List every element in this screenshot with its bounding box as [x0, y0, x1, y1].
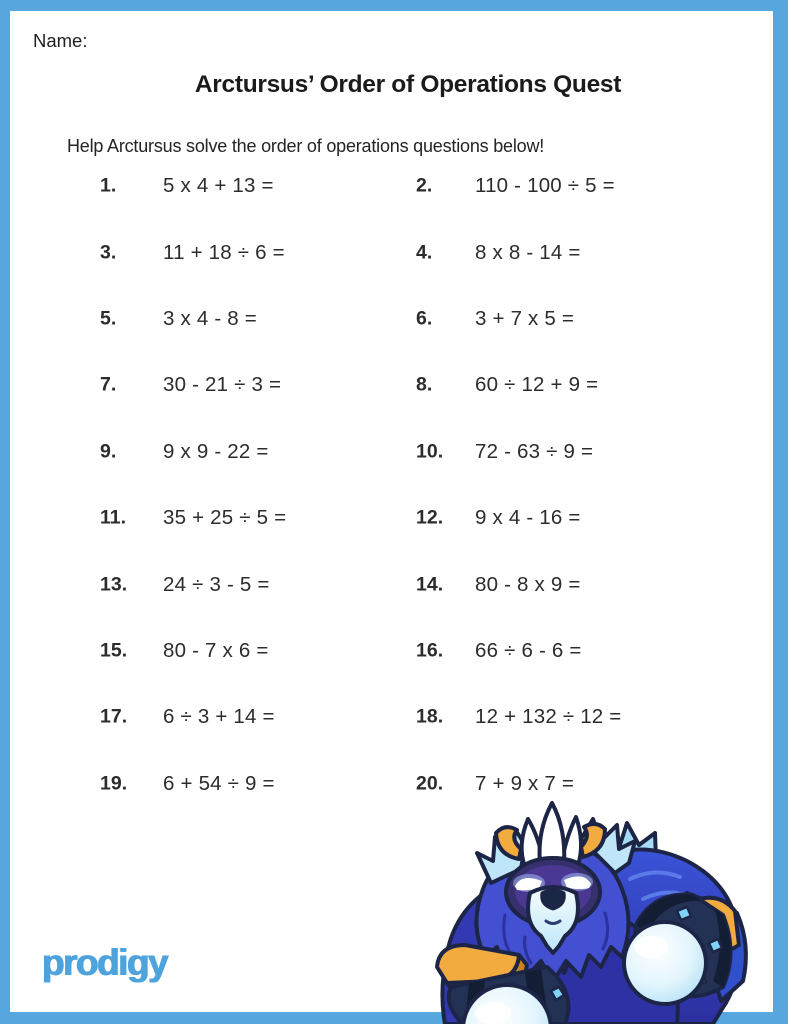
question-expression: 5 x 4 + 13 =	[163, 174, 274, 198]
question-number: 2.	[416, 174, 433, 197]
question-row	[0, 352, 791, 418]
question-expression: 24 ÷ 3 - 5 =	[163, 572, 270, 596]
question-row	[0, 618, 791, 684]
question-number: 12.	[416, 506, 444, 529]
question-expression: 6 + 54 ÷ 9 =	[163, 771, 275, 795]
question-number: 3.	[100, 241, 117, 264]
name-label: Name:	[33, 30, 88, 51]
question-number: 6.	[416, 307, 433, 330]
question-expression: 30 - 21 ÷ 3 =	[163, 373, 282, 397]
question-number: 17.	[100, 705, 128, 728]
arctursus-character-illustration	[425, 795, 791, 1024]
question-expression: 35 + 25 ÷ 5 =	[163, 506, 287, 530]
question-number: 20.	[416, 772, 444, 795]
question-expression: 11 + 18 ÷ 6 =	[163, 240, 285, 264]
question-expression: 66 ÷ 6 - 6 =	[475, 638, 582, 662]
question-expression: 12 + 132 ÷ 12 =	[475, 705, 622, 729]
question-number: 1.	[100, 174, 117, 197]
question-number: 16.	[416, 639, 444, 662]
question-row	[0, 485, 791, 551]
question-expression: 9 x 4 - 16 =	[475, 506, 581, 530]
question-expression: 72 - 63 ÷ 9 =	[475, 439, 594, 463]
question-row	[0, 419, 791, 485]
question-expression: 80 - 7 x 6 =	[163, 638, 269, 662]
prodigy-logo: prodigy	[42, 942, 168, 983]
question-expression: 3 + 7 x 5 =	[475, 306, 575, 330]
question-number: 4.	[416, 241, 433, 264]
question-row	[0, 153, 791, 219]
question-expression: 3 x 4 - 8 =	[163, 306, 257, 330]
question-number: 18.	[416, 705, 444, 728]
question-expression: 80 - 8 x 9 =	[475, 572, 581, 596]
question-number: 8.	[416, 373, 433, 396]
instruction-text: Help Arctursus solve the order of operations questions below!	[67, 136, 545, 156]
question-number: 11.	[100, 506, 127, 529]
question-expression: 8 x 8 - 14 =	[475, 240, 581, 264]
question-row	[0, 551, 791, 617]
page-title: Arctursus’ Order of Operations Quest	[194, 71, 622, 98]
question-expression: 110 - 100 ÷ 5 =	[475, 174, 615, 198]
question-number: 10.	[416, 440, 444, 463]
question-row	[0, 684, 791, 750]
question-number: 14.	[416, 573, 444, 596]
question-expression: 6 ÷ 3 + 14 =	[163, 705, 275, 729]
question-expression: 7 + 9 x 7 =	[475, 771, 575, 795]
questions-list	[0, 153, 791, 817]
question-number: 19.	[100, 772, 128, 795]
question-number: 5.	[100, 307, 117, 330]
question-row	[0, 286, 791, 352]
question-number: 13.	[100, 573, 128, 596]
question-expression: 9 x 9 - 22 =	[163, 439, 269, 463]
question-number: 15.	[100, 639, 128, 662]
question-row	[0, 219, 791, 285]
question-number: 7.	[100, 373, 117, 396]
question-expression: 60 ÷ 12 + 9 =	[475, 373, 599, 397]
question-number: 9.	[100, 440, 117, 463]
